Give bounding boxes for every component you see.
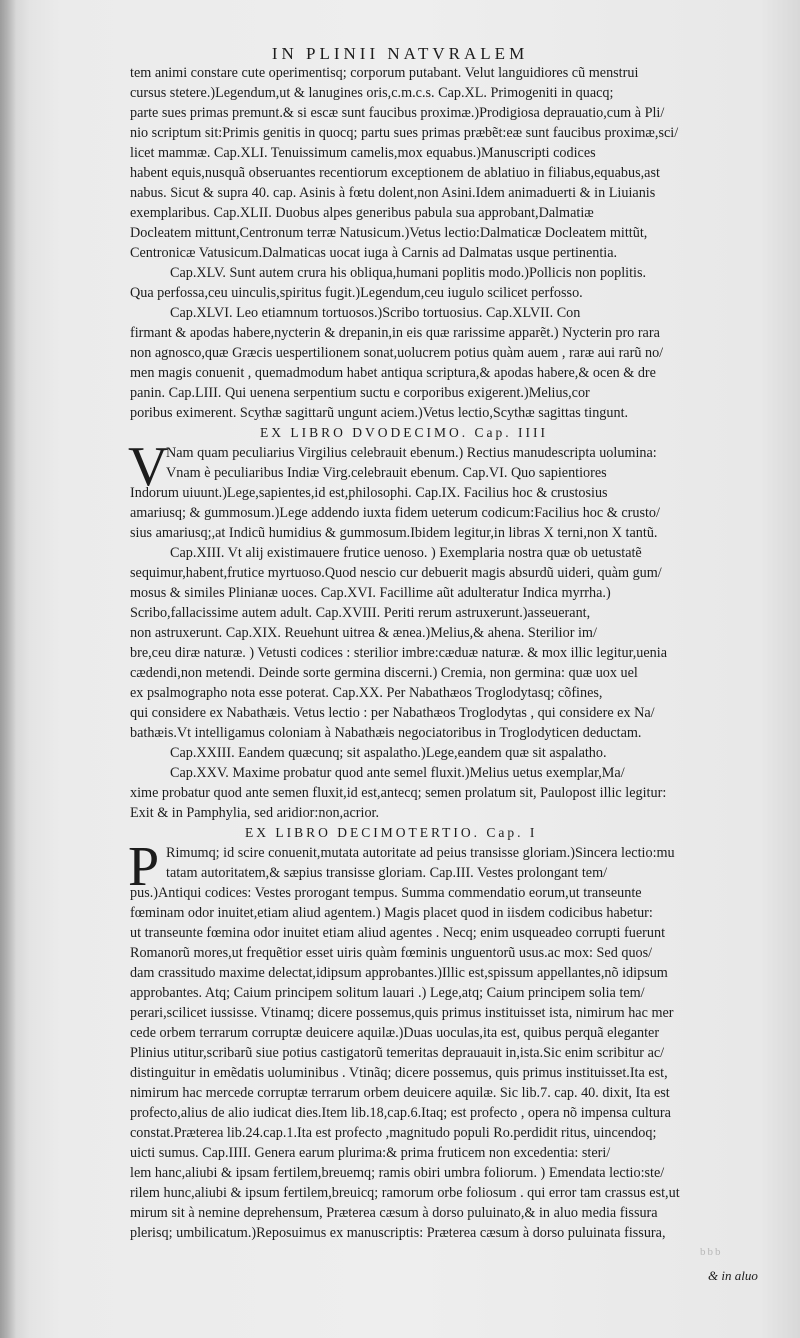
catchword: & in aluo [708, 1268, 758, 1283]
text-line: Exit & in Pamphylia, sed aridior:non,acrior. [130, 805, 380, 821]
text-line: Cap.XIII. Vt alij existimauere frutice uenoso. ) Exemplaria nostra quæ ob uetustatẽ [170, 545, 642, 561]
text-line: firmant & apodas habere,nycterin & drepanin,in eis quæ rarissime apparẽt.) Nycterin pro rara [130, 325, 660, 341]
text-line: sius amariusq;,at Indicũ humidius & gummosum.Ibidem legitur,in libras X terni,non X tantũ. [130, 525, 658, 541]
text-line: cædendi,non metendi. Deinde sorte germina discerni.) Cremia, non germina: quæ uox uel [130, 665, 638, 681]
text-line: tem animi constare cute operimentisq; corporum putabant. Velut languidiores cũ menstrui [130, 65, 639, 81]
text-line: lem hanc,aliubi & ipsam fertilem,breuemq; ramis obiri umbra foliorum. ) Emendata lectio:ste/ [130, 1165, 665, 1181]
text-line: poribus eximerent. Scythæ sagittarũ ungunt aciem.)Vetus lectio,Scythæ sagittas tingunt. [130, 405, 629, 421]
gutter-shadow [0, 0, 16, 1338]
text-line: plerisq; umbilicatum.)Reposuimus ex manuscriptis: Præterea cæsum à dorso puluinata fissura, [130, 1225, 666, 1241]
text-line: approbantes. Atq; Caium principem solitum lauari .) Lege,atq; Caium principem solia tem/ [130, 985, 645, 1001]
text-line: Qua perfossa,ceu uinculis,spiritus fugit.)Legendum,ceu iugulo scilicet perfosso. [130, 285, 583, 301]
text-line: Centronicæ Vatusicum.Dalmaticas uocat iuga à Carnis ad Dalmatas usque pertinentia. [130, 245, 618, 261]
text-line: non agnosco,quæ Græcis uespertilionem sonat,uolucrem potius quàm auem , raræ aui rarũ no/ [130, 345, 664, 361]
text-line: perari,scilicet iussisse. Vtinamq; dicere possemus,quis primus instituisset ista, nimirum hac mer [130, 1005, 674, 1021]
text-line: Scribo,fallacissime autem adult. Cap.XVIII. Periti rerum astruxerunt.)asseuerant, [130, 605, 591, 621]
text-line: Nam quam peculiarius Virgilius celebrauit ebenum.) Rectius manudescripta uolumina: [166, 445, 657, 461]
text-line: tatam autoritatem,& sæpius transisse gloriam. Cap.III. Vestes prolongant tem/ [166, 865, 608, 881]
text-line: Cap.XXIII. Eandem quæcunq; sit aspalatho.)Lege,eandem quæ sit aspalatho. [170, 745, 607, 761]
drop-capital: P [128, 844, 160, 892]
text-line: bathæis.Vt intelligamus coloniam à Nabathæis negociatoribus in Troglodyticen deductam. [130, 725, 642, 741]
section-heading: EX LIBRO DECIMOTERTIO. Cap. I [245, 825, 538, 840]
text-line: Plinius utitur,scribarũ siue potius castigatorũ temeritas deprauauit in,ista.Sic enim scribitur ac/ [130, 1045, 665, 1061]
text-line: distinguitur in emẽdatis uoluminibus . Vtinãq; dicere possemus, quis primus instituisset.Ita est, [130, 1065, 668, 1081]
text-line: ex psalmographo nota esse poterat. Cap.XX. Per Nabathæos Troglodytasq; cõfines, [130, 685, 603, 701]
running-head: IN PLINII NATVRALEM [271, 44, 529, 63]
text-line: habent equis,nusquã obseruantes recentiorum exceptionem de ablatiuo in filiabus,equabus,ast [130, 165, 660, 181]
text-line: licet mammæ. Cap.XLI. Tenuissimum camelis,mox equabus.)Manuscripti codices [130, 145, 596, 161]
text-line: ut transeunte fœmina odor inuitet etiam aliud agentes . Necq; enim usqueadeo corrupti fuerunt [130, 925, 666, 941]
text-line: mirum sit à nemine deprehensum, Præterea cæsum à dorso puluinato,& in aluo media fissura [130, 1205, 658, 1221]
text-line: profecto,alius de alio iudicat dies.Item lib.18,cap.6.Itaq; est profecto , opera nõ impensa cultura [130, 1105, 671, 1121]
text-line: rilem hunc,aliubi & ipsum fertilem,breuicq; ramorum orbe foliosum . qui error tam crassus est,ut [130, 1185, 680, 1201]
signature-mark: bbb [700, 1246, 723, 1258]
text-line: Indorum uiuunt.)Lege,sapientes,id est,philosophi. Cap.IX. Facilius hoc & crustosius [130, 485, 608, 501]
text-line: Romanorũ mores,ut frequẽtior esset uiris quàm fœminis unguentorũ usus.ac mox: Sed quos/ [130, 945, 653, 961]
text-line: bre,ceu diræ naturæ. ) Vetusti codices : sterilior imbre:cæduæ naturæ. & mox illic legitur,uenia [130, 645, 667, 661]
text-line: Cap.XXV. Maxime probatur quod ante semel fluxit.)Melius uetus exemplar,Ma/ [170, 765, 625, 781]
text-line: constat.Præterea lib.24.cap.1.Ita est profecto ,magnitudo populi Ro.perdidit ritus, uincendoq; [130, 1125, 657, 1141]
text-line: dam crassitudo maxime delectat,idipsum approbantes.)Illic est,spissum appellantes,nõ idipsum [130, 965, 668, 981]
text-line: parte sues primas premunt.& si escæ sunt faucibus proximæ.)Prodigiosa deprauatio,cum à Pli/ [130, 105, 665, 121]
section-heading: EX LIBRO DVODECIMO. Cap. IIII [260, 425, 548, 440]
text-line: nimirum hac mercede corruptæ terrarum orbem deuicere aquilæ. Sic lib.7. cap. 40. dixit, Ita est [130, 1085, 670, 1101]
text-line: sequimur,habent,frutice myrtuoso.Quod nescio cur debuerit magis absurdũ uideri, quàm gum/ [130, 565, 662, 581]
text-line [130, 1244, 768, 1262]
text-line: mosus & similes Plinianæ uoces. Cap.XVI. Facillime aũt adulteratur Indica myrrha.) [130, 585, 611, 601]
text-line: nabus. Sicut & supra 40. cap. Asinis à fœtu dolent,non Asini.Idem animaduerti & in Liuianis [130, 185, 656, 201]
drop-capital: V [128, 444, 169, 492]
text-line: uicti sumus. Cap.IIII. Genera earum plurima:& prima fruticem non excedentia: steri/ [130, 1145, 611, 1161]
text-line: Cap.XLVI. Leo etiamnum tortuosos.)Scribo tortuosius. Cap.XLVII. Con [170, 305, 581, 321]
text-line: cede orbem terrarum corruptæ deuicere aquilæ.)Duas uoculas,ita est, quibus perquã eleganter [130, 1025, 660, 1041]
text-line: xime probatur quod ante semen fluxit,id est,antecq; semen prolatum sit, Paulopost illic legitur: [130, 785, 667, 801]
text-line: non astruxerunt. Cap.XIX. Reuehunt uitrea & ænea.)Melius,& ahena. Sterilior im/ [130, 625, 597, 641]
text-line: fœminam odor inuitet,etiam aliud agentem.) Magis placet quod in iisdem codicibus habetur: [130, 905, 653, 921]
text-line: pus.)Antiqui codices: Vestes prorogant tempus. Summa commendatio eorum,ut transeunte [130, 885, 642, 901]
text-line: Docleatem mittunt,Centronum terræ Natusicum.)Vetus lectio:Dalmaticæ Docleatem mittũt, [130, 225, 648, 241]
text-line: Rimumq; id scire conuenit,mutata autoritate ad peius transisse gloriam.)Sincera lectio:mu [166, 845, 675, 861]
text-line: amariusq; & gummosum.)Lege addendo iuxta fidem ueterum codicum:Facilius hoc & crusto/ [130, 505, 660, 521]
text-line: cursus stetere.)Legendum,ut & lanugines oris,c.m.c.s. Cap.XL. Primogeniti in quacq; [130, 85, 614, 101]
text-line: panin. Cap.LIII. Qui uenena serpentium suctu e corporibus exigerent.)Melius,cor [130, 385, 590, 401]
text-line: exemplaribus. Cap.XLII. Duobus alpes generibus pabula sua approbant,Dalmatiæ [130, 205, 594, 221]
text-line: Cap.XLV. Sunt autem crura his obliqua,humani poplitis modo.)Pollicis non poplitis. [170, 265, 647, 281]
text-line: nio scriptum sit:Primis genitis in quocq; partu sues primas præbẽt:eæ sunt faucibus proximæ,sci/ [130, 125, 679, 141]
text-line: qui considere ex Nabathæis. Vetus lectio : per Nabathæos Troglodytas , qui considere ex Na/ [130, 705, 655, 721]
text-line: Vnam è peculiaribus Indiæ Virg.celebrauit ebenum. Cap.VI. Quo sapientiores [166, 465, 607, 481]
text-line: men magis conuenit , quemadmodum habet antiqua scriptura,& apodas habere,& ocen & dre [130, 365, 656, 381]
